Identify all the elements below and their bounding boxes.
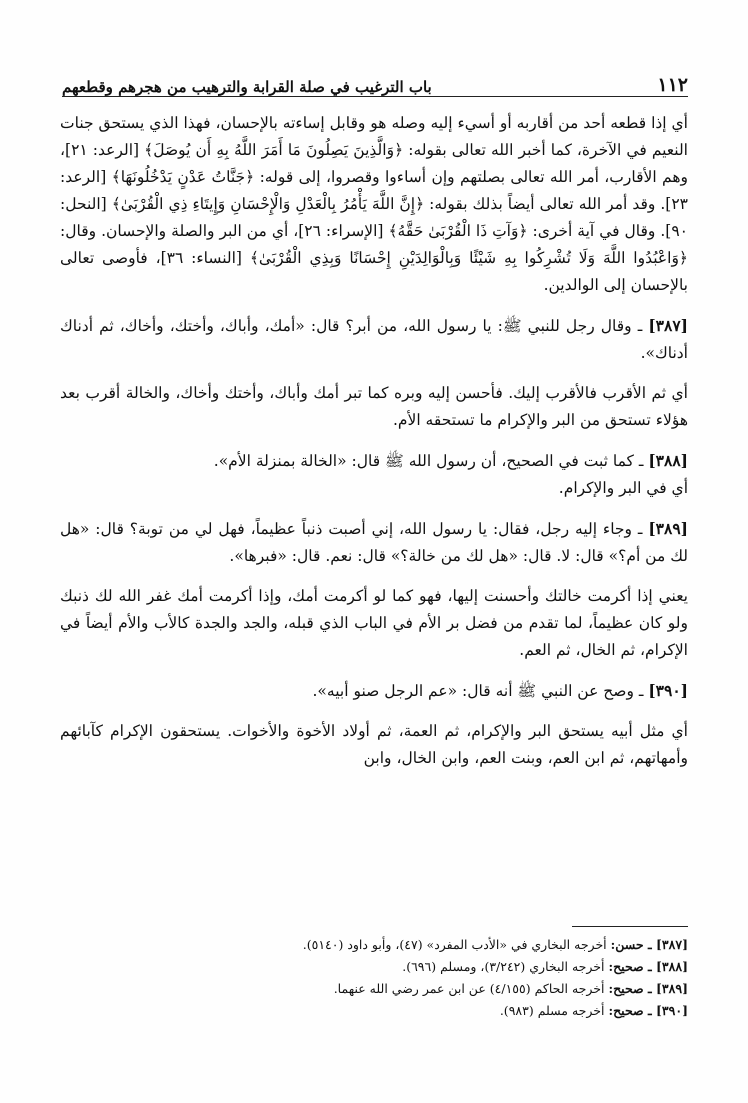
hadith-389 [60, 515, 688, 570]
intro-text: [الرعد: ٢١]، وهم الأقارب، أمر الله تعالى بصلتهم وإن أساءوا وقصروا، إلى قوله: [60, 141, 688, 186]
page-number: ١١٢ [657, 74, 688, 96]
footnote-grade: ـ صحيح: [608, 1003, 656, 1018]
footnote [60, 956, 688, 978]
hadith-text: ـ وقال رجل للنبي ﷺ: يا رسول الله، من أبر؟ قال: «أمك، وأباك، وأختك، وأخاك، ثم أدناك أدناك». [60, 317, 688, 362]
quran-verse: ﴿جَنَّاتُ عَدْنٍ يَدْخُلُونَهَا﴾ [111, 168, 255, 186]
hadith-number: [٣٩٠] [648, 681, 688, 700]
hadith-number: [٣٨٧] [648, 316, 688, 335]
footnote-text: أخرجه البخاري في «الأدب المفرد» (٤٧)، وأبو داود (٥١٤٠). [302, 937, 611, 952]
intro-text: [الإسراء: ٢٦]، أي من البر والصلة والإحسان. وقال: [60, 222, 389, 240]
quran-verse: ﴿وَالَّذِينَ يَصِلُونَ مَا أَمَرَ اللَّهُ بِهِ أَن يُوصَلَ﴾ [144, 141, 404, 159]
footnote-grade: ـ صحيح: [608, 981, 656, 996]
footnote-number: [٣٨٨] [656, 959, 688, 974]
footnote [60, 978, 688, 1000]
footnote-separator [572, 926, 688, 927]
footnote-number: [٣٨٩] [656, 981, 688, 996]
hadith-number: [٣٨٨] [648, 451, 688, 470]
quran-verse: ﴿إِنَّ اللَّهَ يَأْمُرُ بِالْعَدْلِ وَالْإِحْسَانِ وَإِيتَاءِ ذِي الْقُرْبَىٰ﴾ [111, 195, 425, 213]
hadith-number: [٣٨٩] [648, 519, 688, 538]
page-body [60, 110, 688, 785]
hadith-text: ـ وصح عن النبي ﷺ أنه قال: «عم الرجل صنو أبيه». [312, 682, 649, 700]
footnote-text: أخرجه الحاكم (٤/١٥٥) عن ابن عمر رضي الله عنهما. [333, 981, 609, 996]
intro-text: [النحل: ٩٠]. وقال في آية أخرى: [60, 195, 688, 240]
commentary-388: أي في البر والإكرام. [558, 479, 688, 497]
commentary-389: يعني إذا أكرمت خالتك وأحسنت إليها، فهو كما لو أكرمت أمك، وإذا أكرمت أمك غفر الله لك ذنبك ولو كان عظيماً، لما تقدم من فضل بر الأم في الباب الذي قبله، والجد والجدة كالأب والأم أيضاً في الإكرام، ثم الخال، ثم العم. [60, 587, 688, 659]
intro-paragraph [60, 110, 688, 299]
footnote-grade: ـ حسن: [610, 937, 656, 952]
hadith-390 [60, 677, 688, 705]
intro-text: [النساء: ٣٦]، فأوصى تعالى بالإحسان إلى الوالدين. [60, 249, 688, 294]
hadith-text: ـ كما ثبت في الصحيح، أن رسول الله ﷺ قال: «الخالة بمنزلة الأم». [213, 452, 649, 470]
intro-text: [الرعد: ٢٣]. وقد أمر الله تعالى أيضاً بذلك بقوله: [60, 168, 688, 213]
footnote-number: [٣٩٠] [656, 1003, 688, 1018]
page-header [62, 70, 688, 97]
footnote-grade: ـ صحيح: [608, 959, 656, 974]
hadith-387 [60, 312, 688, 367]
footnote-number: [٣٨٧] [656, 937, 688, 952]
footnote-text: أخرجه البخاري (٣/٢٤٢)، ومسلم (٦٩٦). [402, 959, 609, 974]
footnote [60, 934, 688, 956]
hadith-text: ـ وجاء إليه رجل، فقال: يا رسول الله، إني أصبت ذنباً عظيماً، فهل لي من توبة؟ قال: «هل لك من أم؟» قال: لا. قال: «هل لك من خالة؟» قال: نعم. قال: «فبرها». [60, 520, 688, 565]
quran-verse: ﴿وَآتِ ذَا الْقُرْبَىٰ حَقَّهُ﴾ [388, 222, 528, 240]
commentary-387: أي ثم الأقرب فالأقرب إليك. فأحسن إليه وبره كما تبر أمك وأباك، وأختك وأخاك، والخالة أقرب بعد هؤلاء تستحق من البر والإكرام ما تستحقه الأم. [60, 384, 688, 429]
commentary-390: أي مثل أبيه يستحق البر والإكرام، ثم العمة، ثم أولاد الأخوة والأخوات. يستحقون الإكرام كآبائهم وأمهاتهم، ثم ابن العم، وبنت العم، وابن الخال، وابن [60, 722, 688, 767]
quran-verse: ﴿وَاعْبُدُوا اللَّهَ وَلَا تُشْرِكُوا بِهِ شَيْئًا وَبِالْوَالِدَيْنِ إِحْسَانًا وَبِذِي الْقُرْبَىٰ﴾ [249, 249, 689, 267]
footnotes [60, 934, 688, 1022]
footnote [60, 1000, 688, 1022]
intro-text: أي إذا قطعه أحد من أقاربه أو أسيء إليه وصله هو وقابل إساءته بالإحسان، فهذا الذي يستحق جنات النعيم في الآخرة، كما أخبر الله تعالى بقوله: [60, 114, 688, 159]
hadith-388 [60, 447, 688, 502]
chapter-title: باب الترغيب في صلة القرابة والترهيب من هجرهم وقطعهم [62, 78, 432, 96]
footnote-text: أخرجه مسلم (٩٨٣). [499, 1003, 609, 1018]
